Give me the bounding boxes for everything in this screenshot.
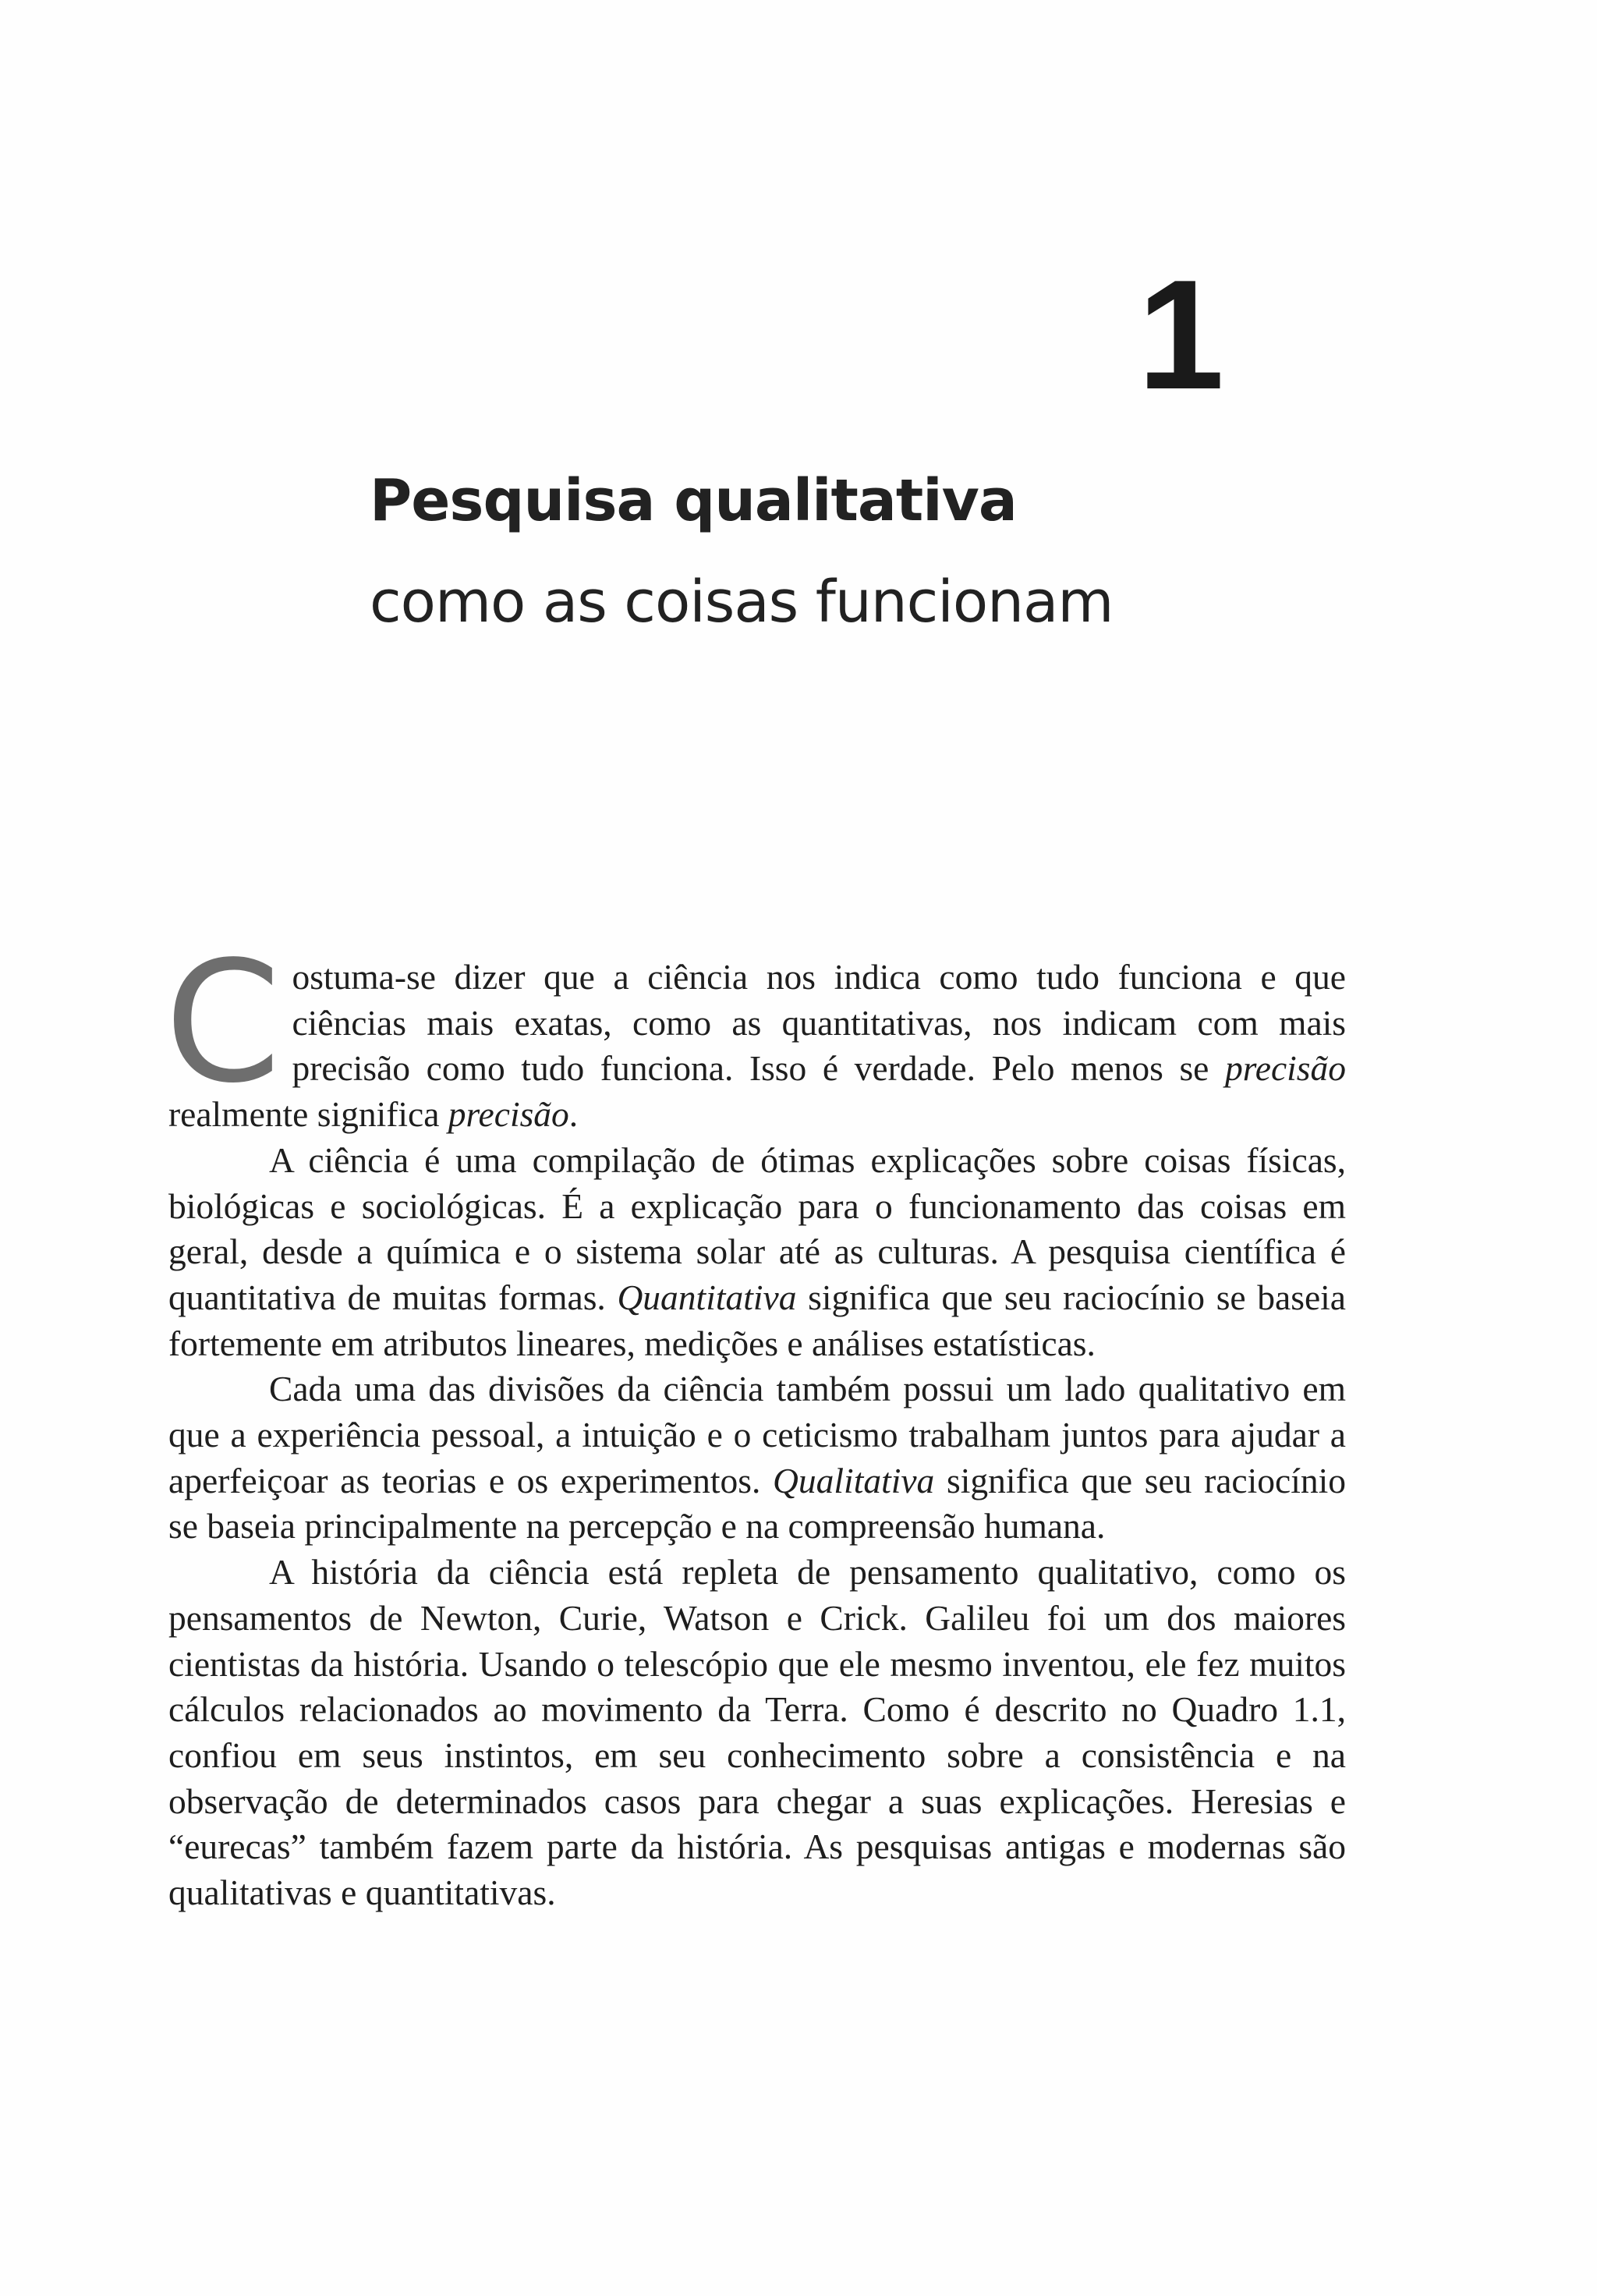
italic-term: precisão: [448, 1094, 569, 1135]
chapter-number: 1: [1137, 248, 1224, 422]
paragraph-2: [168, 1138, 1346, 1367]
chapter-body: [165, 926, 1346, 1916]
chapter-title: Pesquisa qualitativa: [370, 467, 1017, 534]
italic-term: Quantitativa: [617, 1277, 797, 1317]
paragraph-4: [168, 1550, 1346, 1916]
paragraph-text: A ciência é uma compilação de ótimas explicações sobre coisas físicas, biológicas e sociológicas. É a explicação para o funcionamento das coisas em geral, desde a química e o sistema solar até as culturas. A pesquisa científica é quantitativa de muitas formas.: [168, 1139, 1346, 1317]
paragraph-1: [165, 926, 1346, 1138]
paragraph-3: [168, 1366, 1346, 1550]
paragraph-text: realmente significa: [168, 1094, 448, 1135]
chapter-subtitle: como as coisas funcionam: [370, 569, 1114, 636]
drop-cap: C: [165, 926, 282, 1120]
paragraph-text: significa que seu raciocínio se baseia fortemente em atributos lineares, medições e análises estatísticas.: [168, 1277, 1346, 1363]
italic-term: precisão: [1224, 1048, 1346, 1089]
paragraph-text: ostuma-se dizer que a ciência nos indica como tudo funciona e que ciências mais exatas, como as quantitativas, nos indicam com mais precisão como tudo funciona. Isso é verdade. Pelo menos se: [292, 957, 1346, 1089]
paragraph-text: significa que seu raciocínio se baseia principalmente na percepção e na compreensão humana.: [168, 1460, 1346, 1547]
paragraph-text: Cada uma das divisões da ciência também possui um lado qualitativo em que a experiência pessoal, a intuição e o ceticismo trabalham juntos para ajudar a aperfeiçoar as teorias e os experimentos.: [168, 1369, 1346, 1501]
italic-term: Qualitativa: [773, 1460, 935, 1501]
paragraph-text: A história da ciência está repleta de pensamento qualitativo, como os pensamentos de Newton, Curie, Watson e Crick. Galileu foi um dos maiores cientistas da história. Usando o telescópio que ele mesmo inventou, ele fez muitos cálculos relacionados ao movimento da Terra. Como é descrito no Quadro 1.1, confiou em seus instintos, em seu conhecimento sobre a consistência e na observação de determinados casos para chegar a suas explicações. Heresias e “eurecas” também fazem parte da história. As pesquisas antigas e modernas são qualitativas e quantitativas.: [168, 1552, 1346, 1913]
paragraph-text: .: [568, 1094, 579, 1135]
